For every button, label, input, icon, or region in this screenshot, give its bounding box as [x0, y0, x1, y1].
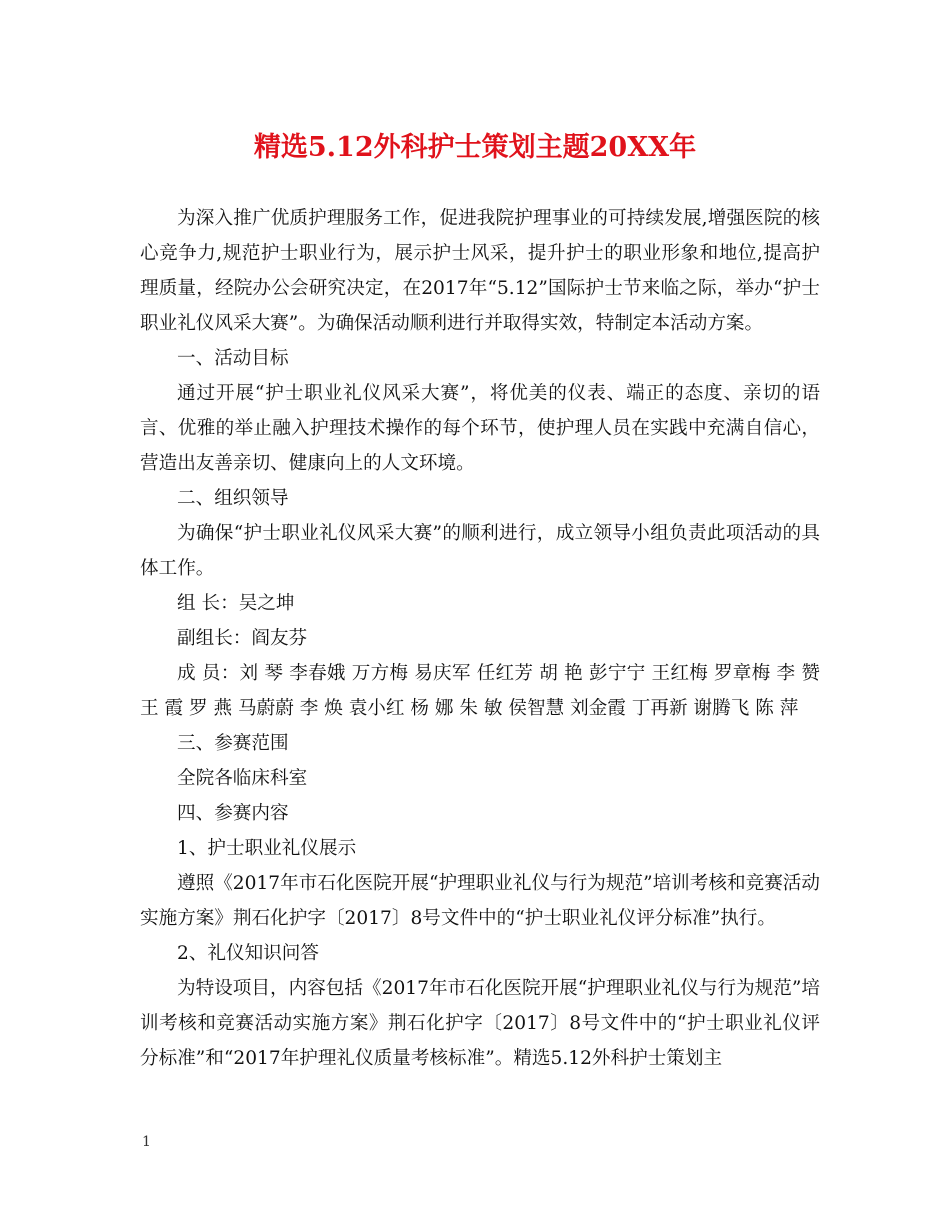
section-heading-content: 四、参赛内容 — [177, 803, 289, 824]
paragraph-scope: 全院各临床科室 — [177, 768, 308, 789]
subheading-etiquette-show: 1、护士职业礼仪展示 — [177, 838, 357, 859]
paragraph-leadership: 为确保“护士职业礼仪风采大赛”的顺利进行，成立领导小组负责此项活动的具体工作。 — [140, 523, 820, 579]
section-heading-scope: 三、参赛范围 — [177, 733, 289, 754]
page-number: 1 — [142, 1134, 151, 1150]
subheading-knowledge-quiz: 2、礼仪知识问答 — [177, 943, 319, 964]
leader-line: 组 长：吴之坤 — [177, 593, 295, 614]
document-body — [140, 201, 820, 1076]
document-title: 精选5.12外科护士策划主题20XX年 — [253, 132, 697, 163]
paragraph-intro: 为深入推广优质护理服务工作，促进我院护理事业的可持续发展,增强医院的核心竞争力,规范护士职业行为，展示护士风采，提升护士的职业形象和地位,提高护理质量，经院办公会研究决定，在2017年“5.12”国际护士节来临之际，举办“护士职业礼仪风采大赛”。为确保活动顺利进行并取得实效，特制定本活动方案。 — [140, 208, 820, 334]
section-heading-goal: 一、活动目标 — [177, 348, 289, 369]
members-line: 成 员：刘 琴 李春娥 万方梅 易庆军 任红芳 胡 艳 彭宁宁 王红梅 罗章梅 李 赞 王 霞 罗 燕 马蔚蔚 李 焕 袁小红 杨 娜 朱 敏 侯智慧 刘金霞 丁再新 谢腾飞 陈 萍 — [140, 663, 820, 719]
paragraph-etiquette-show: 遵照《2017年市石化医院开展“护理职业礼仪与行为规范”培训考核和竞赛活动实施方案》荆石化护字〔2017〕8号文件中的“护士职业礼仪评分标准”执行。 — [140, 873, 820, 929]
deputy-leader-line: 副组长：阎友芬 — [177, 628, 308, 649]
paragraph-knowledge-quiz: 为特设项目，内容包括《2017年市石化医院开展“护理职业礼仪与行为规范”培训考核和竞赛活动实施方案》荆石化护字〔2017〕8号文件中的“护士职业礼仪评分标准”和“2017年护理礼仪质量考核标准”。精选5.12外科护士策划主 — [140, 978, 820, 1069]
section-heading-leadership: 二、组织领导 — [177, 488, 289, 509]
paragraph-goal: 通过开展“护士职业礼仪风采大赛”，将优美的仪表、端正的态度、亲切的语言、优雅的举止融入护理技术操作的每个环节，使护理人员在实践中充满自信心，营造出友善亲切、健康向上的人文环境。 — [140, 383, 820, 474]
